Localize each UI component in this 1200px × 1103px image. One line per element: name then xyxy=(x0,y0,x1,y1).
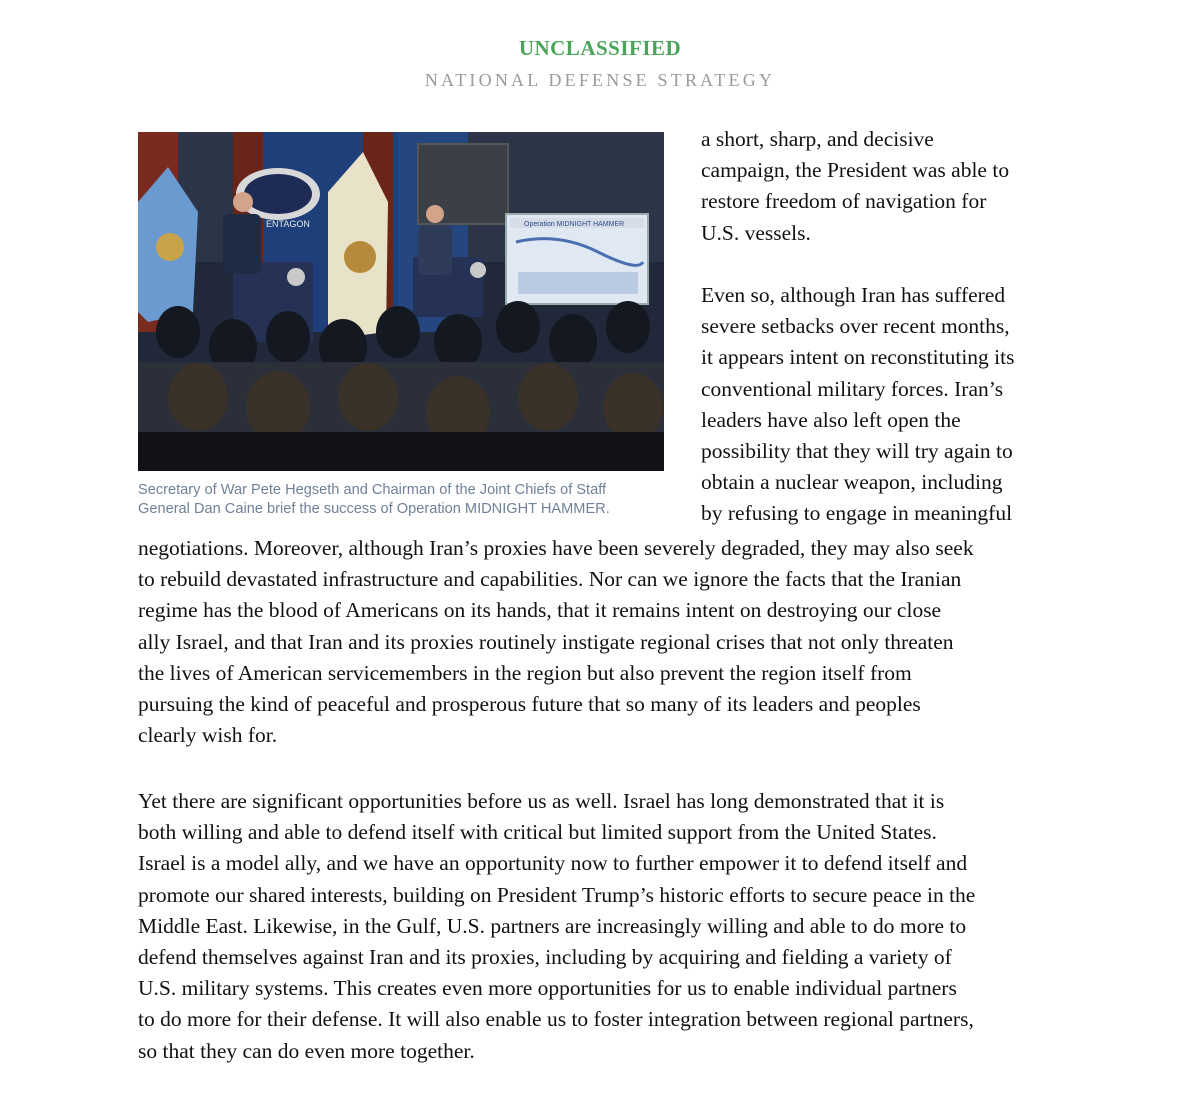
text-line: so that they can do even more together. xyxy=(138,1038,475,1063)
caption-line: Secretary of War Pete Hegseth and Chairman of the Joint Chiefs of Staff xyxy=(138,482,607,498)
text-line: U.S. military systems. This creates even more opportunities for us to enable individual partners xyxy=(138,976,957,1001)
text-line: it appears intent on reconstituting its xyxy=(701,345,1015,370)
text-line: Yet there are significant opportunities before us as well. Israel has long demonstrated that it is xyxy=(138,789,945,813)
text-line: conventional military forces. Iran’s xyxy=(701,376,1004,401)
text-line: clearly wish for. xyxy=(138,723,278,748)
text-line: U.S. vessels. xyxy=(701,220,811,245)
paragraph-continuation xyxy=(138,533,1078,751)
text-line: leaders have also left open the xyxy=(701,407,961,432)
text-line: regime has the blood of Americans on its hands, that it remains intent on destroying our close xyxy=(138,598,942,623)
text-line: defend themselves against Iran and its proxies, including by acquiring and fielding a variety of xyxy=(138,945,952,970)
text-line: a short, sharp, and decisive xyxy=(701,127,934,151)
pentagon-sign-text: ENTAGON xyxy=(266,219,310,229)
text-line: Middle East. Likewise, in the Gulf, U.S. partners are increasingly willing and able to do more to xyxy=(138,913,967,938)
text-line: campaign, the President was able to xyxy=(701,158,1010,183)
classification-marking: UNCLASSIFIED xyxy=(518,36,682,60)
press-briefing-photo xyxy=(138,132,664,471)
text-line: the lives of American servicemembers in the region but also prevent the region itself from xyxy=(138,660,912,685)
photo-caption xyxy=(138,481,678,519)
text-line: possibility that they will try again to xyxy=(701,439,1013,464)
text-line: pursuing the kind of peaceful and prosperous future that so many of its leaders and peoples xyxy=(138,692,921,717)
text-line: promote our shared interests, building on President Trump’s historic efforts to secure peace in the xyxy=(138,882,976,907)
text-line: restore freedom of navigation for xyxy=(701,189,987,214)
text-line: to rebuild devastated infrastructure and capabilities. Nor can we ignore the facts that the Iranian xyxy=(138,567,962,592)
screen-title: Operation MIDNIGHT HAMMER xyxy=(524,221,625,228)
text-line: obtain a nuclear weapon, including xyxy=(701,470,1003,495)
text-line: both willing and able to defend itself with critical but limited support from the United States. xyxy=(138,820,937,845)
text-line: by refusing to engage in meaningful xyxy=(701,501,1013,526)
caption-line: General Dan Caine brief the success of Operation MIDNIGHT HAMMER. xyxy=(138,501,610,517)
text-line: negotiations. Moreover, although Iran’s proxies have been severely degraded, they may also seek xyxy=(138,536,974,560)
column-text xyxy=(701,124,1081,530)
text-line: severe setbacks over recent months, xyxy=(701,314,1010,339)
text-line: to do more for their defense. It will also enable us to foster integration between regional partners, xyxy=(138,1007,974,1032)
document-title: NATIONAL DEFENSE STRATEGY xyxy=(424,70,776,90)
paragraph-opportunities xyxy=(138,786,1078,1067)
text-line: Even so, although Iran has suffered xyxy=(701,283,1006,307)
text-line: Israel is a model ally, and we have an opportunity now to further empower it to defend itself and xyxy=(138,851,968,876)
text-line: ally Israel, and that Iran and its proxies routinely instigate regional crises that not only threaten xyxy=(138,629,954,654)
